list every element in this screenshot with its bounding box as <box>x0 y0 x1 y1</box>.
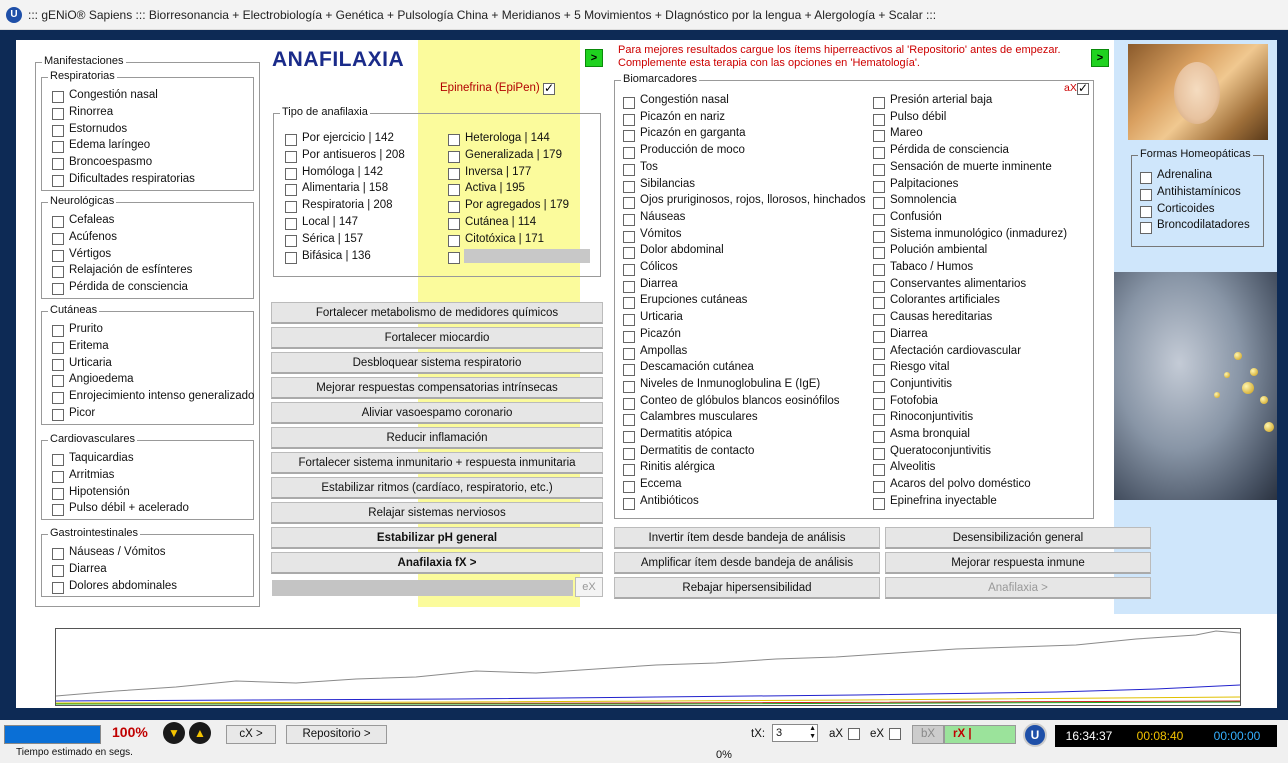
biomarker-checkbox[interactable] <box>623 214 635 226</box>
manifest-item-label: Acúfenos <box>69 230 117 243</box>
formas-item-label: Adrenalina <box>1157 169 1212 181</box>
manifest-checkbox[interactable] <box>52 250 64 262</box>
manifest-item-label: Estornudos <box>69 122 128 135</box>
manifest-item-label: Broncoespasmo <box>69 156 153 169</box>
progress-field <box>272 580 573 596</box>
biomarker-label: Picazón en garganta <box>640 127 746 140</box>
biomarker-checkbox[interactable] <box>623 314 635 326</box>
biomarker-label: Congestión nasal <box>640 94 729 106</box>
subgroup-legend: Cardiovasculares <box>50 433 135 445</box>
tipo-checkbox[interactable] <box>448 151 460 163</box>
action-button[interactable]: Reducir inflamación <box>271 427 603 449</box>
action-button[interactable]: Relajar sistemas nerviosos <box>271 502 603 524</box>
bottom-action-button[interactable]: Anafilaxia > <box>885 577 1151 599</box>
app-logo-icon: U <box>6 7 22 23</box>
subgroup-legend: Neurológicas <box>50 195 115 207</box>
repositorio-button[interactable]: Repositorio > <box>286 725 387 744</box>
tipo-checkbox[interactable] <box>285 252 297 264</box>
manifest-item-label: Congestión nasal <box>69 89 158 101</box>
clock-elapsed: 00:08:40 <box>1123 725 1197 747</box>
biomarker-checkbox[interactable] <box>623 414 635 426</box>
biomarker-label: Conservantes alimentarios <box>890 277 1027 290</box>
biomarker-label: Diarrea <box>890 327 928 340</box>
epinefrina-checkbox[interactable] <box>543 83 555 95</box>
biomarker-checkbox[interactable] <box>873 448 885 460</box>
manifest-item-label: Rinorrea <box>69 105 114 118</box>
biomarker-label: Asma bronquial <box>890 428 970 440</box>
biomarker-checkbox[interactable] <box>873 130 885 142</box>
biomarker-label: Tos <box>640 160 658 173</box>
signal-graph <box>55 628 1241 706</box>
tipo-item-label: Por agregados | 179 <box>465 199 570 212</box>
tiempo-estimado-label: Tiempo estimado en segs. <box>16 747 133 758</box>
biomarker-label: Sibilancias <box>640 177 695 190</box>
epinefrina-label: Epinefrina (EpiPen) <box>440 82 540 94</box>
action-button[interactable]: Mejorar respuestas compensatorias intrínsecas <box>271 377 603 399</box>
biomarker-checkbox[interactable] <box>623 498 635 510</box>
biomarker-checkbox[interactable] <box>623 364 635 376</box>
genio-logo-icon[interactable]: U <box>1023 723 1047 747</box>
biomarker-checkbox[interactable] <box>623 247 635 259</box>
action-button-bold[interactable]: Estabilizar pH general <box>271 527 603 549</box>
biomarker-label: Antibióticos <box>640 494 699 507</box>
tipo-item-label: Alimentaria | 158 <box>302 182 389 195</box>
bottom-action-button[interactable]: Amplificar ítem desde bandeja de análisis <box>614 552 880 574</box>
manifest-checkbox[interactable] <box>52 392 64 404</box>
biomarker-checkbox[interactable] <box>873 114 885 126</box>
subgroup-legend: Respiratorias <box>50 70 115 82</box>
biomarker-label: Conteo de glóbulos blancos eosinófilos <box>640 394 840 407</box>
tipo-item-label: Homóloga | 142 <box>302 165 383 178</box>
biomarker-checkbox[interactable] <box>623 164 635 176</box>
biomarker-label: Confusión <box>890 210 942 223</box>
biomarker-label: Epinefrina inyectable <box>890 494 997 507</box>
manifest-checkbox[interactable] <box>52 108 64 120</box>
manifest-checkbox[interactable] <box>52 488 64 500</box>
biomarker-checkbox[interactable] <box>873 297 885 309</box>
biomarker-checkbox[interactable] <box>873 331 885 343</box>
biomarker-label: Dermatitis atópica <box>640 428 733 440</box>
subgroup-legend: Gastrointestinales <box>50 527 139 539</box>
tipo-item-label: Bifásica | 136 <box>302 249 371 262</box>
tipo-checkbox[interactable] <box>448 235 460 247</box>
tipo-item-label: Citotóxica | 171 <box>465 232 545 245</box>
manifest-checkbox[interactable] <box>52 233 64 245</box>
signal-graph-svg <box>56 629 1240 705</box>
biomarker-checkbox[interactable] <box>873 181 885 193</box>
allergy-nose-image <box>1114 272 1277 500</box>
biomarker-label: Palpitaciones <box>890 177 959 190</box>
biomarker-label: Alveolitis <box>890 461 936 474</box>
biomarker-checkbox[interactable] <box>873 348 885 360</box>
manifest-checkbox[interactable] <box>52 91 64 103</box>
biomarker-label: Dolor abdominal <box>640 244 724 257</box>
biomarker-label: Sensación de muerte inminente <box>890 160 1052 173</box>
bottom-action-button[interactable]: Mejorar respuesta inmune <box>885 552 1151 574</box>
notice-line-1: Para mejores resultados cargue los ítems hiperreactivos al 'Repositorio' antes de empezar. <box>618 44 1061 56</box>
biomarker-label: Causas hereditarias <box>890 311 993 324</box>
formas-checkbox[interactable] <box>1140 189 1152 201</box>
up-arrow-icon[interactable]: ▲ <box>189 722 211 744</box>
biomarker-checkbox[interactable] <box>623 147 635 159</box>
ax-checkbox[interactable] <box>1077 83 1089 95</box>
tipo-checkbox[interactable] <box>448 252 460 264</box>
subgroup-legend: Cutáneas <box>50 304 98 316</box>
manifest-item-label: Náuseas / Vómitos <box>69 546 166 558</box>
biomarker-checkbox[interactable] <box>873 364 885 376</box>
biomarker-checkbox[interactable] <box>623 398 635 410</box>
bottom-action-button[interactable]: Invertir ítem desde bandeja de análisis <box>614 527 880 549</box>
manifest-item-label: Arritmias <box>69 468 115 481</box>
biomarker-label: Niveles de Inmunoglobulina E (IgE) <box>640 377 821 390</box>
window-title: ::: gENiO® Sapiens ::: Biorresonancia + Electrobiología + Genética + Pulsología China + Meridianos + 5 Movimientos + DIagnóstico por la lengua + Alergología + Scalar ::: <box>28 8 937 22</box>
tipo-checkbox[interactable] <box>285 235 297 247</box>
progress-bar-fill <box>5 726 100 743</box>
biomarker-checkbox[interactable] <box>623 297 635 309</box>
manifest-checkbox[interactable] <box>52 342 64 354</box>
tipo-checkbox[interactable] <box>285 184 297 196</box>
manifest-checkbox[interactable] <box>52 158 64 170</box>
formas-legend: Formas Homeopáticas <box>1140 148 1251 160</box>
tipo-item-label: Respiratoria | 208 <box>302 199 393 212</box>
biomarker-label: Mareo <box>890 127 923 140</box>
ax-label: aX <box>1064 82 1077 94</box>
biomarcadores-legend: Biomarcadores <box>623 73 697 85</box>
manifest-checkbox[interactable] <box>52 582 64 594</box>
biomarker-checkbox[interactable] <box>623 114 635 126</box>
biomarker-label: Sistema inmunológico (inmadurez) <box>890 227 1068 240</box>
ex-status-label: eX <box>870 728 885 740</box>
tipo-checkbox[interactable] <box>448 184 460 196</box>
manifest-checkbox[interactable] <box>52 266 64 278</box>
biomarker-label: Cólicos <box>640 261 678 273</box>
biomarker-label: Polución ambiental <box>890 244 988 257</box>
formas-checkbox[interactable] <box>1140 222 1152 234</box>
biomarker-checkbox[interactable] <box>873 414 885 426</box>
biomarker-label: Afectación cardiovascular <box>890 344 1022 357</box>
clock-remaining: 00:00:00 <box>1197 725 1277 747</box>
ax-status-checkbox[interactable] <box>848 728 860 740</box>
manifest-item-label: Dificultades respiratorias <box>69 173 195 185</box>
action-button[interactable]: Fortalecer metabolismo de medidores químicos <box>271 302 603 324</box>
tipo-item-label: Heterologa | 144 <box>465 132 550 144</box>
manifestaciones-legend: Manifestaciones <box>44 55 124 67</box>
manifest-item-label: Relajación de esfínteres <box>69 264 193 277</box>
manifest-checkbox[interactable] <box>52 359 64 371</box>
biomarker-checkbox[interactable] <box>873 381 885 393</box>
biomarker-label: Colorantes artificiales <box>890 294 1000 307</box>
biomarker-checkbox[interactable] <box>623 181 635 193</box>
tipo-checkbox[interactable] <box>285 168 297 180</box>
tipo-item-label: Por ejercicio | 142 <box>302 132 394 144</box>
biomarker-checkbox[interactable] <box>623 331 635 343</box>
biomarker-checkbox[interactable] <box>623 431 635 443</box>
biomarker-label: Eccema <box>640 478 682 491</box>
biomarker-label: Vómitos <box>640 227 682 240</box>
biomarker-label: Pulso débil <box>890 110 947 123</box>
action-button[interactable]: Estabilizar ritmos (cardíaco, respiratorio, etc.) <box>271 477 603 499</box>
down-arrow-icon[interactable]: ▼ <box>163 722 185 744</box>
biomarker-checkbox[interactable] <box>873 264 885 276</box>
bottom-action-button[interactable]: Desensibilización general <box>885 527 1151 549</box>
biomarker-checkbox[interactable] <box>623 448 635 460</box>
manifest-item-label: Pérdida de consciencia <box>69 281 188 294</box>
manifest-checkbox[interactable] <box>52 141 64 153</box>
manifest-item-label: Edema laríngeo <box>69 139 151 152</box>
biomarker-checkbox[interactable] <box>623 130 635 142</box>
manifest-checkbox[interactable] <box>52 548 64 560</box>
tipo-item-label: Cutánea | 114 <box>465 216 537 228</box>
tx-label: tX: <box>751 728 766 740</box>
biomarker-checkbox[interactable] <box>873 147 885 159</box>
clock-time: 16:34:37 <box>1055 725 1123 747</box>
biomarker-label: Somnolencia <box>890 194 957 207</box>
manifest-checkbox[interactable] <box>52 565 64 577</box>
biomarker-label: Urticaria <box>640 311 683 324</box>
manifest-item-label: Dolores abdominales <box>69 579 178 592</box>
title-bar <box>0 0 1288 30</box>
manifest-item-label: Enrojecimiento intenso generalizado <box>69 390 255 403</box>
progress-percent: 100% <box>112 724 148 740</box>
biomarker-checkbox[interactable] <box>873 431 885 443</box>
biomarker-checkbox[interactable] <box>873 247 885 259</box>
biomarker-label: Diarrea <box>640 277 678 290</box>
manifest-checkbox[interactable] <box>52 471 64 483</box>
biomarker-label: Picazón <box>640 327 681 340</box>
biomarker-checkbox[interactable] <box>623 97 635 109</box>
formas-item-label: Broncodilatadores <box>1157 219 1250 232</box>
manifest-checkbox[interactable] <box>52 454 64 466</box>
biomarker-label: Presión arterial baja <box>890 94 993 106</box>
manifest-checkbox[interactable] <box>52 325 64 337</box>
biomarker-checkbox[interactable] <box>623 464 635 476</box>
manifest-checkbox[interactable] <box>52 375 64 387</box>
formas-item-label: Corticoides <box>1157 202 1215 215</box>
action-button-bold[interactable]: Anafilaxia fX > <box>271 552 603 574</box>
cx-button[interactable]: cX > <box>226 725 276 744</box>
biomarker-checkbox[interactable] <box>873 231 885 243</box>
biomarker-checkbox[interactable] <box>873 97 885 109</box>
biomarker-checkbox[interactable] <box>873 481 885 493</box>
action-button[interactable]: Fortalecer miocardio <box>271 327 603 349</box>
action-button[interactable]: Aliviar vasoespamo coronario <box>271 402 603 424</box>
formas-item-label: Antihistamínicos <box>1157 185 1241 198</box>
spinner-arrows-icon[interactable]: ▲ ▼ <box>809 725 816 740</box>
manifest-item-label: Vértigos <box>69 247 112 260</box>
biomarker-checkbox[interactable] <box>623 264 635 276</box>
action-button[interactable]: Desbloquear sistema respiratorio <box>271 352 603 374</box>
ex-button[interactable]: eX <box>575 577 603 597</box>
tipo-checkbox[interactable] <box>285 151 297 163</box>
formas-checkbox[interactable] <box>1140 172 1152 184</box>
tipo-checkbox[interactable] <box>285 134 297 146</box>
tx-spinner[interactable] <box>772 724 818 742</box>
biomarker-checkbox[interactable] <box>623 381 635 393</box>
manifest-checkbox[interactable] <box>52 125 64 137</box>
manifest-checkbox[interactable] <box>52 216 64 228</box>
manifest-item-label: Taquicardias <box>69 452 134 464</box>
ex-status-checkbox[interactable] <box>889 728 901 740</box>
action-button[interactable]: Fortalecer sistema inmunitario + respuesta inmunitaria <box>271 452 603 474</box>
tipo-checkbox[interactable] <box>448 168 460 180</box>
biomarker-checkbox[interactable] <box>623 197 635 209</box>
tipo-item-label: Por antisueros | 208 <box>302 148 405 161</box>
biomarker-label: Tabaco / Humos <box>890 261 974 273</box>
manifest-item-label: Picor <box>69 407 96 419</box>
bottom-percent: 0% <box>716 749 732 761</box>
biomarker-checkbox[interactable] <box>623 348 635 360</box>
tipo-blank-field[interactable] <box>464 249 590 263</box>
biomarker-label: Ojos pruriginosos, rojos, llorosos, hinchados <box>640 194 866 207</box>
biomarker-label: Fotofobia <box>890 394 938 407</box>
biomarker-label: Pérdida de consciencia <box>890 144 1009 157</box>
tipo-checkbox[interactable] <box>285 201 297 213</box>
manifest-item-label: Angioedema <box>69 373 134 386</box>
manifest-checkbox[interactable] <box>52 283 64 295</box>
biomarker-checkbox[interactable] <box>623 481 635 493</box>
biomarker-label: Dermatitis de contacto <box>640 444 755 457</box>
tipo-checkbox[interactable] <box>448 201 460 213</box>
venus-portrait-image <box>1128 44 1268 140</box>
manifest-item-label: Eritema <box>69 339 109 352</box>
biomarker-label: Riesgo vital <box>890 361 950 374</box>
tx-value: 3 <box>776 727 783 739</box>
page-title: ANAFILAXIA <box>272 48 405 71</box>
notice-text <box>618 44 1061 70</box>
rx-button[interactable]: rX | <box>944 725 1016 744</box>
biomarker-checkbox[interactable] <box>873 498 885 510</box>
biomarker-label: Ampollas <box>640 344 688 357</box>
biomarker-label: Erupciones cutáneas <box>640 294 748 307</box>
biomarker-label: Náuseas <box>640 210 686 223</box>
tipo-item-label: Inversa | 177 <box>465 165 532 178</box>
formas-checkbox[interactable] <box>1140 206 1152 218</box>
biomarker-label: Conjuntivitis <box>890 377 952 390</box>
manifest-checkbox[interactable] <box>52 409 64 421</box>
tipo-checkbox[interactable] <box>448 218 460 230</box>
biomarker-checkbox[interactable] <box>873 464 885 476</box>
biomarker-label: Picazón en nariz <box>640 110 726 123</box>
manifest-item-label: Pulso débil + acelerado <box>69 502 189 515</box>
ax-status-label: aX <box>829 728 844 740</box>
manifest-item-label: Hipotensión <box>69 485 130 498</box>
biomarker-label: Rinitis alérgica <box>640 461 715 474</box>
tipo-item-label: Activa | 195 <box>465 182 525 195</box>
graph-line-gray <box>56 631 1240 696</box>
biomarker-checkbox[interactable] <box>873 398 885 410</box>
biomarker-checkbox[interactable] <box>623 231 635 243</box>
notice-line-2: Complemente esta terapia con las opciones en 'Hematología'. <box>618 57 920 69</box>
biomarker-label: Producción de moco <box>640 144 745 157</box>
manifest-item-label: Prurito <box>69 323 103 335</box>
manifest-item-label: Cefaleas <box>69 214 115 226</box>
biomarker-label: Queratoconjuntivitis <box>890 444 991 457</box>
tipo-legend: Tipo de anafilaxia <box>282 106 368 118</box>
biomarker-label: Rinoconjuntivitis <box>890 411 974 424</box>
biomarker-label: Acaros del polvo doméstico <box>890 478 1031 491</box>
biomarker-checkbox[interactable] <box>873 314 885 326</box>
biomarker-checkbox[interactable] <box>873 214 885 226</box>
notice-next-button[interactable]: > <box>1091 49 1109 67</box>
next-arrow-button[interactable]: > <box>585 49 603 67</box>
biomarker-checkbox[interactable] <box>873 197 885 209</box>
progress-bar <box>4 725 101 744</box>
biomarker-label: Descamación cutánea <box>640 361 754 374</box>
biomarker-checkbox[interactable] <box>873 164 885 176</box>
biomarker-label: Calambres musculares <box>640 411 758 424</box>
bottom-action-button[interactable]: Rebajar hipersensibilidad <box>614 577 880 599</box>
manifest-item-label: Diarrea <box>69 562 107 575</box>
tipo-item-label: Local | 147 <box>302 216 359 228</box>
tipo-item-label: Sérica | 157 <box>302 232 364 245</box>
biomarker-checkbox[interactable] <box>623 281 635 293</box>
manifest-checkbox[interactable] <box>52 504 64 516</box>
tipo-checkbox[interactable] <box>448 134 460 146</box>
tipo-checkbox[interactable] <box>285 218 297 230</box>
tipo-item-label: Generalizada | 179 <box>465 148 562 161</box>
manifest-item-label: Urticaria <box>69 356 112 369</box>
biomarker-checkbox[interactable] <box>873 281 885 293</box>
manifest-checkbox[interactable] <box>52 175 64 187</box>
bx-button[interactable]: bX <box>912 725 944 744</box>
